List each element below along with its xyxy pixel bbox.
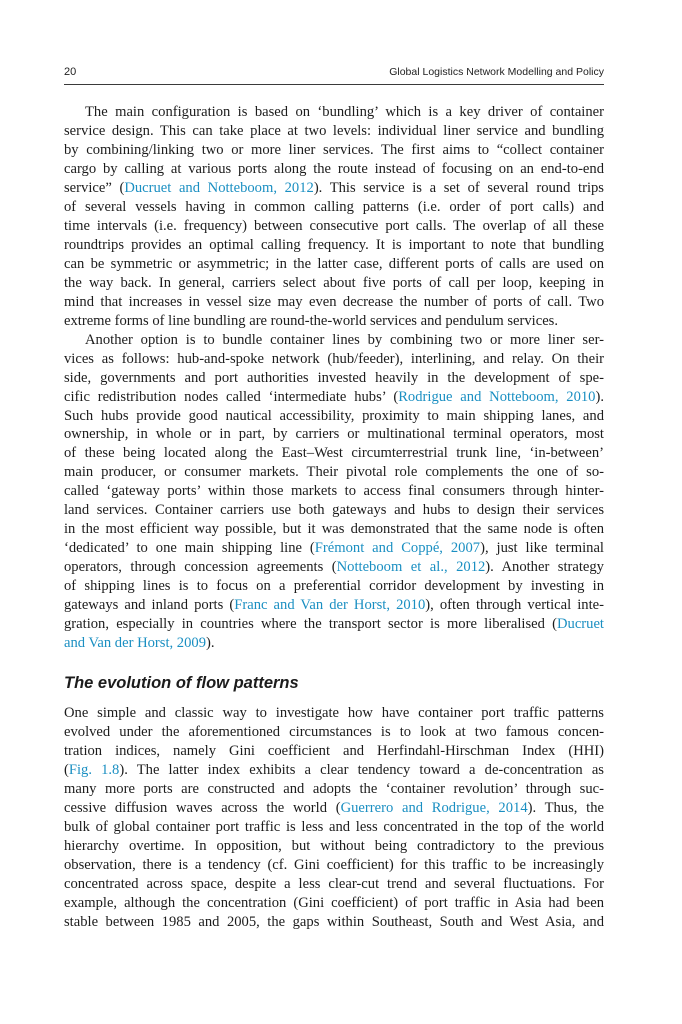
figure-link[interactable]: Fig. 1.8 bbox=[68, 762, 120, 778]
text-line: main producer, or consumer markets. Their pivotal role complements the one of so- bbox=[64, 464, 604, 481]
text-line: of several vessels having in common calling patterns (i.e. order of port calls) and bbox=[64, 198, 604, 215]
text-line: many more ports are constructed and adopts the ‘container revolution’ through suc- bbox=[64, 780, 604, 797]
text-line: cific redistribution nodes called ‘intermediate hubs’ (Rodrigue and Notteboom, 2010). bbox=[64, 388, 604, 405]
text-line: concentrated across space, despite a less clear-cut trend and several fluctuations. For bbox=[64, 875, 604, 892]
paragraph-bundling bbox=[64, 103, 604, 331]
text-line: ‘dedicated’ to one main shipping line (Frémont and Coppé, 2007), just like terminal bbox=[64, 540, 604, 557]
paragraph-hubs bbox=[64, 331, 604, 653]
text-line: gration, especially in countries where the transport sector is more liberalised (Ducruet bbox=[64, 616, 604, 633]
text-line: time intervals (i.e. frequency) between consecutive port calls. The overlap of all these bbox=[64, 217, 604, 234]
text-line: the way back. In general, carriers select about five ports of call per loop, keeping in bbox=[64, 274, 604, 291]
text-line: tration indices, namely Gini coefficient and Herfindahl-Hirschman Index (HHI) bbox=[64, 743, 604, 760]
text-line: side, governments and port authorities invested heavily in the development of spe- bbox=[64, 369, 604, 386]
text-line: Such hubs provide good nautical accessibility, proximity to main shipping lanes, and bbox=[64, 407, 604, 424]
text-line: service design. This can take place at two levels: individual liner service and bundling bbox=[64, 122, 604, 139]
text-line: of shipping lines is to focus on a preferential corridor development by investing in bbox=[64, 578, 604, 595]
citation-link[interactable]: Ducruet bbox=[556, 616, 604, 633]
text-line: evolved under the aforementioned circumstances is to look at two famous concen- bbox=[64, 724, 604, 741]
text-line: cargo by calling at various ports along the route instead of focusing on an end-to-end bbox=[64, 160, 604, 177]
text-line: vices as follows: hub-and-spoke network (hub/feeder), interlining, and relay. On their bbox=[64, 350, 604, 367]
text-line: in the most efficient way possible, but it was demonstrated that the same node is often bbox=[64, 521, 604, 538]
paragraph-flow-patterns bbox=[64, 704, 604, 932]
text-line: The main configuration is based on ‘bundling’ which is a key driver of container bbox=[85, 104, 604, 120]
text-line: roundtrips provides an optimal calling frequency. It is important to note that bundling bbox=[64, 236, 604, 253]
text-line: extreme forms of line bundling are round-the-world services and pendulum services. bbox=[64, 312, 559, 329]
text-line: Another option is to bundle container lines by combining two or more liner ser- bbox=[85, 331, 604, 348]
citation-link[interactable]: Rodrigue and Notteboom, 2010 bbox=[398, 388, 596, 405]
text-line: hierarchy overtime. In opposition, but without being contradictory to the previous bbox=[64, 837, 604, 854]
text-line: can be symmetric or asymmetric; in the latter case, different ports of calls are used on bbox=[64, 255, 604, 272]
running-header bbox=[64, 64, 604, 85]
main-text bbox=[64, 103, 604, 932]
text-line: service” (Ducruet and Notteboom, 2012). This service is a set of several round trips bbox=[64, 179, 604, 196]
text-line: bulk of global container port traffic is less and less concentrated in the top of the world bbox=[64, 818, 604, 835]
page-number: 20 bbox=[64, 66, 77, 78]
section-heading: The evolution of flow patterns bbox=[64, 674, 299, 693]
text-line: stable between 1985 and 2005, the gaps within Southeast, South and West Asia, and bbox=[64, 913, 604, 930]
text-line: (Fig. 1.8). The latter index exhibits a clear tendency toward a de-concentration as bbox=[64, 762, 604, 778]
text-line: example, although the concentration (Gini coefficient) of port traffic in Asia had been bbox=[64, 894, 604, 911]
text-line: and Van der Horst, 2009). bbox=[64, 635, 215, 652]
text-line: called ‘gateway ports’ within those markets to access final consumers through hinter- bbox=[64, 483, 604, 500]
text-line: ownership, in whole or in part, by carriers or multinational terminal operators, most bbox=[64, 426, 604, 443]
text-line: of these being located along the East–West circumterrestrial trunk line, ‘in-between’ bbox=[64, 445, 604, 462]
text-line: One simple and classic way to investigate how have container port traffic patterns bbox=[64, 705, 604, 722]
citation-link[interactable]: Frémont and Coppé, 2007 bbox=[314, 540, 481, 557]
text-line: cessive diffusion waves across the world (Guerrero and Rodrigue, 2014). Thus, the bbox=[64, 799, 604, 816]
citation-link[interactable]: Guerrero and Rodrigue, 2014 bbox=[340, 799, 528, 816]
text-line: land services. Container carriers use both gateways and hubs to design their services bbox=[64, 502, 604, 519]
text-line: by combining/linking two or more liner services. The first aims to “collect container bbox=[64, 141, 604, 158]
citation-link[interactable]: and Van der Horst, 2009 bbox=[64, 635, 206, 652]
text-line: mind that increases in vessel size may even decrease the number of ports of call. Two bbox=[64, 293, 604, 310]
text-line: observation, there is a tendency (cf. Gini coefficient) for this traffic to be increasingly bbox=[64, 856, 604, 873]
book-title: Global Logistics Network Modelling and Policy bbox=[389, 66, 604, 78]
citation-link[interactable]: Notteboom et al., 2012 bbox=[336, 559, 486, 576]
text-line: operators, through concession agreements (Notteboom et al., 2012). Another strategy bbox=[64, 559, 604, 576]
text-line: gateways and inland ports (Franc and Van der Horst, 2010), often through vertical inte- bbox=[64, 597, 604, 614]
citation-link[interactable]: Franc and Van der Horst, 2010 bbox=[234, 597, 426, 614]
citation-link[interactable]: Ducruet and Notteboom, 2012 bbox=[124, 179, 314, 196]
